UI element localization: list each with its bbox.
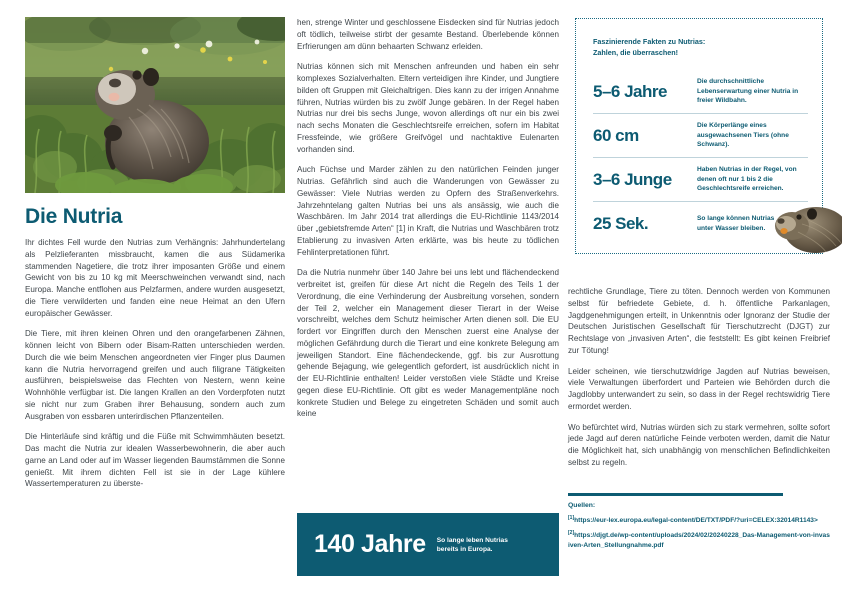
right-column <box>568 286 830 469</box>
left-paragraph-1: Ihr dichtes Fell wurde den Nutrias zum Verhängnis: Jahrhundertelang als Pelzlieferanten missbraucht, kamen die aus Südamerika stammenden Nagetiere, die trotz ihrer imposanten Größe und einem Gewicht von bis zu 10 kg mit Meerschweinchen verwandt sind, nach Europa. Manche entflohen aus Pelzfarmen, andere wurden ausgesetzt, die Tiere verwilderten und fanden eine neue Heimat an den Ufern europäischer Gewässer. <box>25 238 285 318</box>
fact-row <box>593 201 808 245</box>
hero-photo-nutria-in-grass <box>25 17 285 193</box>
page-title: Die Nutria <box>25 205 123 228</box>
facts-box-title-line-1: Faszinierende Fakten zu Nutrias: <box>593 37 706 46</box>
source-marker: [2] <box>568 530 575 537</box>
nutria-head-photo <box>772 198 842 254</box>
fact-value: 60 cm <box>593 126 639 145</box>
fact-value: 5–6 Jahre <box>593 82 667 101</box>
sources-block <box>568 502 830 554</box>
fact-value: 25 Sek. <box>593 214 649 233</box>
facts-box-title-line-2: Zahlen, die überraschen! <box>593 48 679 57</box>
source-url[interactable]: https://eur-lex.europa.eu/legal-content/DE/TXT/PDF/?uri=CELEX:32014R1143> <box>574 517 818 525</box>
fact-description: Die Körperlänge eines ausgewachsenen Tiers (ohne Schwanz). <box>697 122 789 149</box>
middle-column <box>297 17 559 420</box>
fact-row <box>593 113 808 157</box>
middle-paragraph-4: Da die Nutria nunmehr über 140 Jahre bei uns lebt und flächendeckend verbreitet ist, greifen für diese Art nicht die Regeln des Teils 1 der Verordnung, die eine Verhinderung der Ausbreitung vorsehen, sondern der Teil 2, welcher ein Management dieser Tierart in der Weise vorschreibt, welches dem Schutz heimischer Arten dienen soll. Die EU fordert vor Eingriffen durch den Menschen zuerst eine Analyse der möglichen Gefährdung durch die Tierart und eine konkrete Belegung am jeweiligen Standort. Eine flächendeckende, ggf. bis zur Ausrottung gehende Bejagung, wie gelegentlich gefordert, ist ausdrücklich nicht in der EU-Richtlinie enthalten! Leider verstoßen viele Städte und Kreise gegen diese EU-Richtlinie. Oft gibt es weder Managementpläne noch konkrete Studien und Belege zu eingetreten Schäden und somit auch keine <box>297 268 559 419</box>
fact-description: Haben Nutrias in der Regel, von denen oft nur 1 bis 2 die Geschlechtsreife erreichen. <box>697 166 797 193</box>
facts-box-title <box>593 36 808 58</box>
stat-banner-number: 140 Jahre <box>314 530 426 558</box>
fact-description: Die durchschnittliche Lebenserwartung einer Nutria in freier Wildbahn. <box>697 78 799 105</box>
stat-banner-140-jahre <box>297 513 559 576</box>
source-url[interactable]: https://djgt.de/wp-content/uploads/2024/02/20240228_Das-Management-von-invasiven-Arten_Stellungnahme.pdf <box>568 532 830 549</box>
right-paragraph-3: Wo befürchtet wird, Nutrias würden sich zu stark vermehren, sollte sofort jede Jagd auf deren natürliche Feinde verboten werden, damit die Natur die Möglichkeit hat, sich unabhängig von menschlichen Befindlichkeiten selbst zu regeln. <box>568 422 830 467</box>
left-paragraph-3: Die Hinterläufe sind kräftig und die Füße mit Schwimmhäuten besetzt. Das macht die Nutria zur idealen Wasserbewohnerin, die aber auch garne an Land oder auf im Wasser liegenden Baumstämmen die Sonne genießt. Mit ihrem dichten Fell ist sie in der Lage kühlere Wassertemperaturen zu überste- <box>25 432 285 489</box>
middle-paragraph-1: hen, strenge Winter und geschlossene Eisdecken sind für Nutrias jedoch oft tödlich, teilweise stirbt der gesamte Bestand. Überlebende können Erfrierungen am dünn behaarten Schwanz erleiden. <box>297 18 559 51</box>
fact-value: 3–6 Junge <box>593 170 672 189</box>
stat-banner-description: So lange leben Nutrias bereits in Europa. <box>436 536 508 553</box>
fact-row <box>593 157 808 201</box>
right-paragraph-2: Leider scheinen, wie tierschutzwidrige Jagden auf Nutrias beweisen, viele Verwaltungen überfordert und Parteien wie Behörden durch die Jagdlobby unterwandert zu sein, so dass in der Regel rechtswidrig Tiere ermordet werden. <box>568 366 830 411</box>
left-paragraph-2: Die Tiere, mit ihren kleinen Ohren und den orangefarbenen Zähnen, können leicht von Bibern oder Bisam-Ratten unterschieden werden. Durch die wie beim Menschen angeordneten vier Finger plus Daumen kann die Nutria hervorragend greifen und auch filigrane Tätigkeiten ausführen, beispielsweise das Flechten von Nestern, wenn keine Wohnhöhle verfügbar ist. Die langen Krallen an den Vorderpfoten nutzt sie nicht nur zum Graben ihrer Behausung, sondern auch zum Ausgraben von essbaren unterirdischen Pflanzenteilen. <box>25 329 285 421</box>
left-column <box>25 206 285 490</box>
source-item[interactable] <box>568 514 830 525</box>
facts-box <box>575 18 823 254</box>
sources-divider <box>568 493 783 496</box>
right-paragraph-1: rechtliche Grundlage, Tiere zu töten. Dennoch werden von Kommunen selbst für befriedete Gebiete, d. h. öffentliche Parkanlagen, Jagdgenehmigungen erteilt, in Unkenntnis oder Ignoranz der Studie der Deutschen Juristischen Gesellschaft für Tierschutzrecht (DJGT) zur Rechtslage von „invasiven Arten“, die feststellt: Es gibt keinen Freibrief zur Tötung! <box>568 287 830 355</box>
sources-title: Quellen: <box>568 502 596 509</box>
fact-row <box>593 70 808 113</box>
middle-paragraph-2: Nutrias können sich mit Menschen anfreunden und haben ein sehr komplexes Sozialverhalten. Eltern verteidigen ihre Kinder, und Jungtiere bilden oft Gruppen mit Gleichaltrigen. Dies kann zu der irrigen Annahme führen, Nutrias würden bis zu zwölf Junge gebären. In der Regel haben Nutrias nur drei bis sechs Junge, wovon allerdings oft nur ein bis zwei nach sechs Monaten die Geschlechtsreife erreichen, sofern im Habitat Fressfeinde, wie größere Greifvögel und nachtaktive Eulenarten vorhanden sind. <box>297 62 559 154</box>
source-marker: [1] <box>568 515 575 521</box>
source-item[interactable] <box>568 529 830 550</box>
fact-description: So lange können Nutrias unter Wasser bleiben. <box>697 214 775 232</box>
middle-paragraph-3: Auch Füchse und Marder zählen zu den natürlichen Feinden junger Nutrias. Gefährlich sind auch die Wanderungen von Gewässer zu Gewässer: Viele Nutrias werden zu Opfern des Straßenverkehrs. Jahrzehntelang galten Nutrias bei uns als ansässig, wie auch die Waschbären. Im Jahr 2014 trat allerdings die EU-Richtlinie 1143/2014 über „gebietsfremde Arten“ [1] in Kraft, die Nutrias und Waschbären trotz Etablierung zu invasiven Arten erklärte, was bis heute zu tödlichen Fehlinterpretationen führt. <box>297 165 559 257</box>
